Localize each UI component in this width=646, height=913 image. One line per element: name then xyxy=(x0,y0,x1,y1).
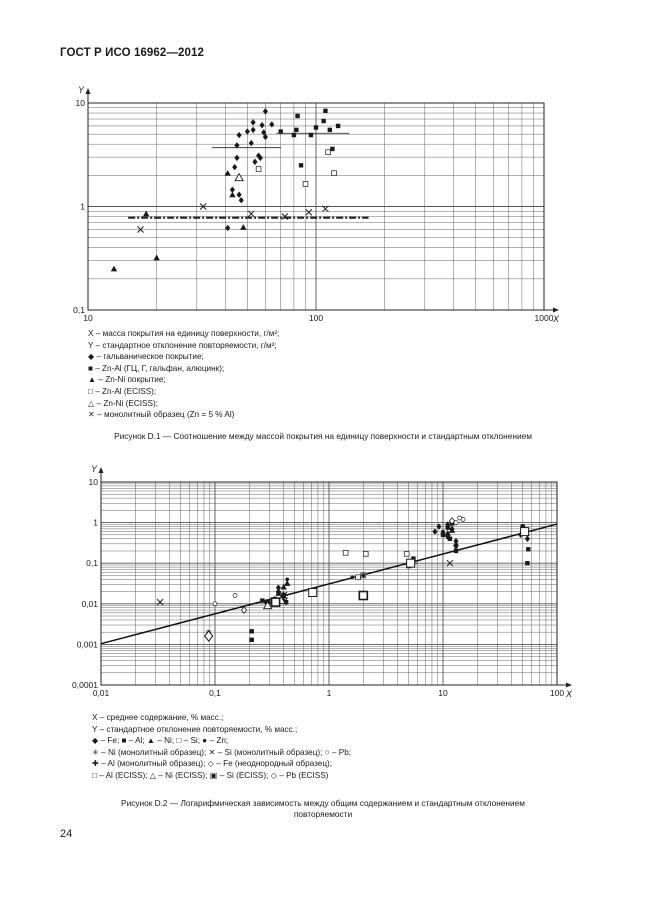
data-point xyxy=(251,127,256,133)
data-point xyxy=(332,171,337,176)
y-tick-label: 1 xyxy=(93,517,98,528)
figure2-legend-line: ✚ – Al (монолитный образец); ◇ – Fe (неоднородный образец); xyxy=(92,759,333,769)
figure2-caption-line2: повторяемости xyxy=(293,809,353,819)
y-tick-label: 0,0001 xyxy=(72,680,98,690)
y-axis-arrow xyxy=(99,467,104,473)
data-point xyxy=(250,629,254,633)
data-point xyxy=(441,530,445,534)
data-point xyxy=(359,592,367,600)
data-point xyxy=(263,108,268,114)
figure2-caption-line1: Рисунок D.2 — Логарифмическая зависимость между общим содержанием и стандартным отклонением xyxy=(121,798,525,808)
data-point xyxy=(295,114,299,118)
data-point xyxy=(276,584,281,590)
data-point xyxy=(294,128,298,132)
data-point xyxy=(328,128,332,132)
data-point xyxy=(249,140,254,146)
data-point xyxy=(240,224,246,230)
figure1-legend-line: △ – Zn-Ni (ECISS); xyxy=(88,398,158,408)
x-tick-label: 10 xyxy=(438,688,448,698)
data-point xyxy=(248,211,254,217)
data-point xyxy=(225,225,230,231)
data-point xyxy=(525,536,530,542)
data-point xyxy=(407,559,415,567)
data-point xyxy=(250,638,254,642)
data-point xyxy=(326,150,331,155)
figure2-legend-line: ◆ – Fe; ■ – Al; ▲ – Ni; □ – Si; ● – Zn; xyxy=(92,736,229,746)
y-tick-label: 0,1 xyxy=(86,558,98,569)
data-point xyxy=(446,533,450,537)
figure1-legend xyxy=(88,328,279,421)
x-axis-arrow xyxy=(553,308,559,313)
data-point xyxy=(292,133,296,137)
data-point xyxy=(205,631,213,641)
y-tick-label: 0,01 xyxy=(81,598,98,609)
data-point xyxy=(285,578,289,582)
data-point xyxy=(336,124,340,128)
data-point xyxy=(235,174,243,181)
y-tick-label: 10 xyxy=(88,477,98,487)
data-point xyxy=(260,122,265,128)
data-point xyxy=(309,133,313,137)
data-point xyxy=(446,525,450,529)
data-point xyxy=(454,545,458,549)
page-number: 24 xyxy=(60,828,73,840)
data-point xyxy=(143,211,149,217)
data-point xyxy=(461,517,465,521)
y-axis-letter: Y xyxy=(91,464,98,474)
data-point xyxy=(213,602,217,606)
y-axis-letter: Y xyxy=(78,85,85,95)
figure1-legend-line: ■ – Zn-Al (ГЦ, Г, гальфан, алюцинк); xyxy=(88,363,225,373)
data-point xyxy=(314,125,318,129)
data-point xyxy=(111,266,117,272)
data-point xyxy=(356,575,361,580)
figure1-caption: Рисунок D.1 — Соотношение между массой покрытия на единицу поверхности и стандартным отклонением xyxy=(114,431,532,441)
x-tick-label: 1 xyxy=(326,688,332,698)
data-point xyxy=(321,119,325,123)
chart-1-group xyxy=(72,464,573,699)
x-axis-letter: X xyxy=(566,689,573,699)
data-point xyxy=(343,550,348,555)
data-point xyxy=(245,128,250,134)
data-point xyxy=(350,575,354,579)
data-point xyxy=(256,167,261,172)
data-point xyxy=(237,132,242,138)
data-point xyxy=(525,561,529,565)
figure2-legend-line: Y – стандартное отклонение повторяемости, % масс.; xyxy=(92,724,298,734)
data-point xyxy=(153,255,159,261)
figure1-legend-line: ✕ – монолитный образец (Zn = 5 % Al) xyxy=(88,410,235,420)
x-tick-label: 0,01 xyxy=(92,688,110,698)
x-tick-label: 100 xyxy=(549,688,565,698)
y-tick-label: 1 xyxy=(80,201,85,212)
figure1-legend-line: ◆ – гальваническое покрытие; xyxy=(88,352,204,362)
y-tick-label: 0,1 xyxy=(73,305,85,315)
data-point xyxy=(229,192,235,198)
y-tick-label: 10 xyxy=(75,98,85,108)
data-point xyxy=(252,159,257,165)
y-tick-label: 0,001 xyxy=(76,639,98,650)
document-header: ГОСТ Р ИСО 16962—2012 xyxy=(60,47,205,59)
figure1-legend-line: X – масса покрытия на единицу поверхности, г/м²; xyxy=(88,329,280,338)
data-point xyxy=(232,164,237,170)
figure1-legend-line: Y – стандартное отклонение повторяемости, г/м²; xyxy=(88,340,277,350)
data-point xyxy=(306,209,312,215)
figure1-legend-line: □ – Zn-Al (ECISS); xyxy=(88,386,157,396)
data-point xyxy=(432,528,437,534)
data-point xyxy=(309,588,317,596)
data-point xyxy=(448,537,452,541)
x-tick-label: 1000 xyxy=(534,313,554,323)
data-point xyxy=(521,528,529,536)
data-point xyxy=(239,197,244,203)
figure2-legend xyxy=(92,712,351,782)
data-point xyxy=(234,155,239,161)
y-axis-arrow xyxy=(86,88,91,94)
data-point xyxy=(526,547,530,551)
figure2-legend-line: □ – Al (ECISS); △ – Ni (ECISS); ▣ – Si (ECISS); ◇ – Pb (ECISS) xyxy=(92,770,329,780)
data-point xyxy=(323,109,327,113)
data-point xyxy=(269,121,274,127)
figure2-caption xyxy=(30,798,616,820)
x-tick-label: 0,1 xyxy=(209,688,221,698)
data-point xyxy=(362,574,366,578)
figure2-legend-line: ✳ – Ni (монолитный образец); ✕ – Si (монолитный образец); ○ – Pb; xyxy=(92,747,352,757)
data-point xyxy=(454,549,458,553)
data-point xyxy=(237,192,242,198)
x-tick-label: 10 xyxy=(83,313,93,323)
data-point xyxy=(251,119,256,125)
data-point xyxy=(303,182,308,187)
chart-0-group xyxy=(73,85,560,324)
data-point xyxy=(404,551,409,556)
figure2-legend-line: X – среднее содержание, % масс.; xyxy=(92,713,224,722)
data-point xyxy=(299,163,303,167)
data-point xyxy=(233,594,237,598)
data-point xyxy=(363,551,368,556)
x-axis-arrow xyxy=(566,683,572,688)
data-point xyxy=(260,598,264,602)
data-point xyxy=(276,591,280,595)
figure1-legend-line: ▲ – Zn-Ni покрытие; xyxy=(88,375,166,385)
data-point xyxy=(272,598,280,606)
x-tick-label: 100 xyxy=(308,313,324,323)
x-axis-letter: X xyxy=(553,314,560,324)
data-point xyxy=(278,129,282,133)
